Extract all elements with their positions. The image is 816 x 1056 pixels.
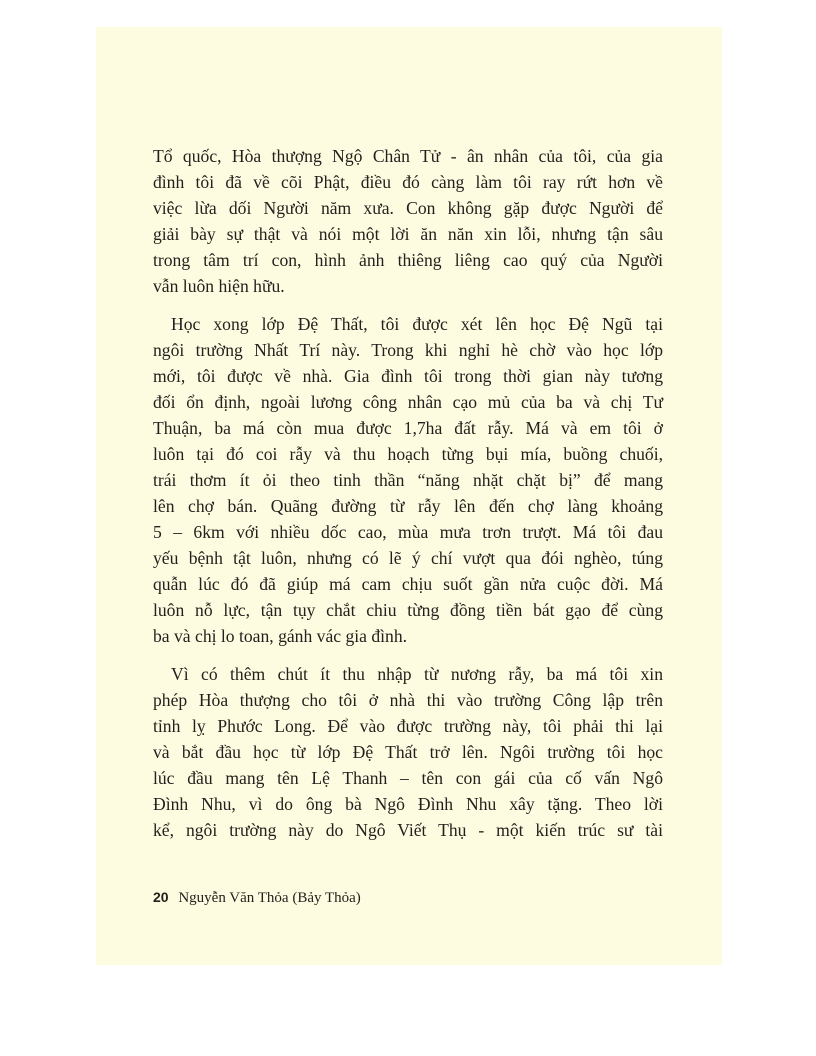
text-line: luôn tại đó coi rẫy và thu hoạch từng bụi mía, buồng chuối,	[153, 444, 663, 464]
text-line: Thuận, ba má còn mua được 1,7ha đất rẫy. Má và em tôi ở	[153, 418, 663, 438]
text-line: Tổ quốc, Hòa thượng Ngộ Chân Tử - ân nhân của tôi, của gia	[153, 146, 663, 166]
text-line: luôn nỗ lực, tận tụy chắt chiu từng đồng tiền bát gạo để cùng	[153, 600, 663, 620]
text-line: đình tôi đã về cõi Phật, điều đó càng làm tôi ray rứt hơn về	[153, 172, 663, 192]
text-line: Học xong lớp Đệ Thất, tôi được xét lên học Đệ Ngũ tại	[171, 314, 663, 334]
paragraph	[153, 661, 663, 843]
text-line: 5 – 6km với nhiều dốc cao, mùa mưa trơn trượt. Má tôi đau	[153, 522, 663, 542]
text-line: tỉnh lỵ Phước Long. Để vào được trường này, tôi phải thi lại	[153, 716, 663, 736]
text-line: Đình Nhu, vì do ông bà Ngô Đình Nhu xây tặng. Theo lời	[153, 794, 663, 814]
paragraph	[153, 143, 663, 299]
text-line: ngôi trường Nhất Trí này. Trong khi nghỉ hè chờ vào học lớp	[153, 340, 663, 360]
page-number: 20	[153, 889, 169, 905]
text-line: lúc đầu mang tên Lệ Thanh – tên con gái của cố vấn Ngô	[153, 768, 663, 788]
text-line: và bắt đầu học từ lớp Đệ Thất trở lên. Ngôi trường tôi học	[153, 742, 663, 762]
text-line: mới, tôi được về nhà. Gia đình tôi trong thời gian này tương	[153, 366, 663, 386]
running-title: Nguyễn Văn Thỏa (Bảy Thỏa)	[178, 890, 361, 906]
text-line: lên chợ bán. Quãng đường từ rẫy lên đến chợ làng khoảng	[153, 496, 663, 516]
text-line: yếu bệnh tật luôn, nhưng có lẽ ý chí vượt qua đói nghèo, túng	[153, 548, 663, 568]
paragraph	[153, 311, 663, 649]
body-text	[153, 143, 663, 855]
text-line: trái thơm ít ỏi theo tinh thần “năng nhặt chặt bị” để mang	[153, 470, 663, 490]
text-line: trong tâm trí con, hình ảnh thiêng liêng cao quý của Người	[153, 250, 663, 270]
text-line: giải bày sự thật và nói một lời ăn năn xin lỗi, nhưng tận sâu	[153, 224, 663, 244]
text-line: quẫn lúc đó đã giúp má cam chịu suốt gần nửa cuộc đời. Má	[153, 574, 663, 594]
page-footer	[153, 889, 361, 907]
text-line: vẫn luôn hiện hữu.	[153, 276, 285, 296]
text-line: Vì có thêm chút ít thu nhập từ nương rẫy, ba má tôi xin	[171, 664, 663, 684]
text-line: đối ổn định, ngoài lương công nhân cạo mủ của ba và chị Tư	[153, 392, 663, 412]
text-line: ba và chị lo toan, gánh vác gia đình.	[153, 626, 408, 646]
text-line: việc lừa dối Người năm xưa. Con không gặp được Người để	[153, 198, 663, 218]
text-line: phép Hòa thượng cho tôi ở nhà thi vào trường Công lập trên	[153, 690, 663, 710]
text-line: kể, ngôi trường này do Ngô Viết Thụ - một kiến trúc sư tài	[153, 820, 663, 840]
